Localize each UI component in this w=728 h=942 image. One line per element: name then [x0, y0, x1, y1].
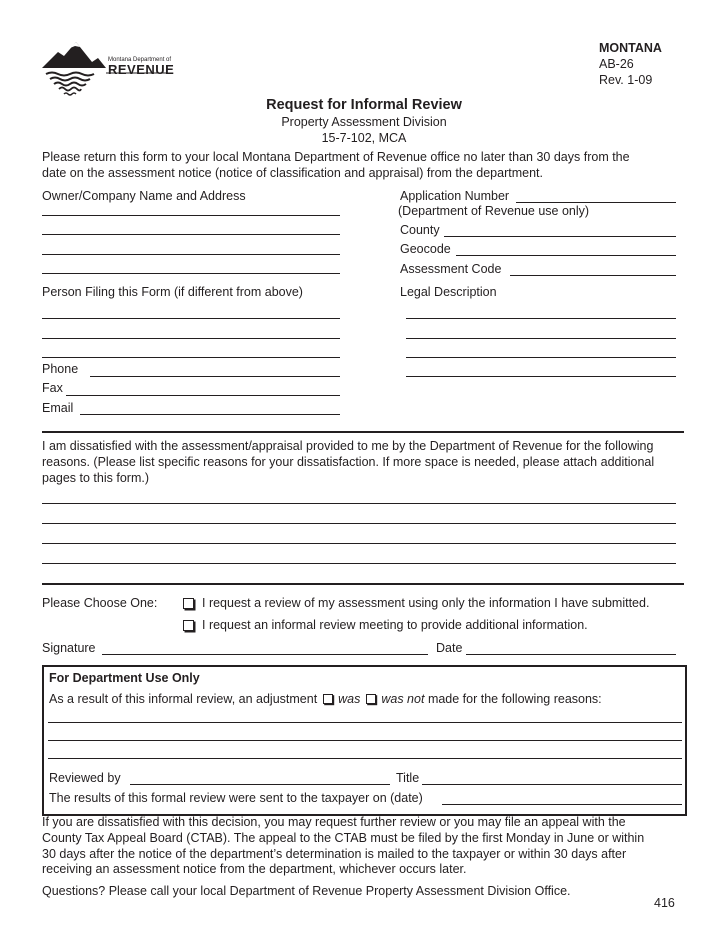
title-field[interactable] — [422, 784, 682, 785]
title-label: Title — [396, 771, 420, 785]
geocode-label: Geocode — [400, 242, 451, 256]
reviewed-by-label: Reviewed by — [49, 771, 121, 785]
person-line-1[interactable] — [42, 318, 340, 319]
legal-line-1[interactable] — [406, 318, 676, 319]
state-name: MONTANA — [599, 41, 662, 55]
owner-label: Owner/Company Name and Address — [42, 189, 246, 203]
reasons-line-2[interactable] — [42, 523, 676, 524]
signature-label: Signature — [42, 641, 96, 655]
legal-line-4[interactable] — [406, 376, 676, 377]
application-number-field[interactable] — [516, 202, 676, 203]
dept-reasons-line-3[interactable] — [48, 758, 682, 759]
date-label: Date — [436, 641, 463, 655]
appeal-line-2: County Tax Appeal Board (CTAB). The appeal to the CTAB must be filed by the first Monday in June or within — [42, 831, 645, 845]
fax-field[interactable] — [66, 395, 340, 396]
legal-line-3[interactable] — [406, 357, 676, 358]
section-divider-1 — [42, 431, 684, 433]
dept-reasons-line-1[interactable] — [48, 722, 682, 723]
geocode-field[interactable] — [456, 255, 676, 256]
appeal-line-3: 30 days after the notice of the department’s determination is mailed to the taxpayer or within 30 days after — [42, 847, 627, 861]
application-number-label: Application Number — [400, 189, 510, 203]
email-label: Email — [42, 401, 74, 415]
legal-line-2[interactable] — [406, 338, 676, 339]
was-label: was — [338, 692, 361, 706]
person-line-3[interactable] — [42, 357, 340, 358]
email-field[interactable] — [80, 414, 340, 415]
dissatisfied-line-1: I am dissatisfied with the assessment/appraisal provided to me by the Department of Revenue for the following — [42, 439, 654, 453]
appeal-line-4: receiving an assessment notice from the department, whichever occurs later. — [42, 862, 467, 876]
page-title: Request for Informal Review — [266, 97, 462, 113]
appeal-line-1: If you are dissatisfied with this decision, you may request further review or you may file an appeal with the — [42, 815, 626, 829]
option-1-checkbox[interactable] — [183, 598, 194, 609]
results-date-field[interactable] — [442, 804, 682, 805]
county-field[interactable] — [444, 236, 676, 237]
option-2-checkbox[interactable] — [183, 620, 194, 631]
fax-label: Fax — [42, 381, 63, 395]
department-logo — [40, 40, 180, 98]
person-line-2[interactable] — [42, 338, 340, 339]
option-2-label: I request an informal review meeting to provide additional information. — [202, 618, 588, 632]
was-not-checkbox[interactable] — [366, 694, 376, 704]
adjustment-prefix: As a result of this informal review, an adjustment — [49, 692, 318, 706]
reasons-line-3[interactable] — [42, 543, 676, 544]
phone-label: Phone — [42, 362, 79, 376]
intro-line-2: date on the assessment notice (notice of classification and appraisal) from the department. — [42, 166, 543, 180]
legal-description-label: Legal Description — [400, 285, 497, 299]
owner-address-line-4[interactable] — [42, 273, 340, 274]
logo-small-text: Montana Department of — [108, 57, 172, 63]
choose-label: Please Choose One: — [42, 596, 158, 610]
assessment-code-label: Assessment Code — [400, 262, 502, 276]
reasons-line-4[interactable] — [42, 563, 676, 564]
dissatisfied-line-3: pages to this form.) — [42, 471, 149, 485]
signature-field[interactable] — [102, 654, 428, 655]
reviewed-by-field[interactable] — [130, 784, 390, 785]
logo-big-text: REVENUE — [108, 62, 175, 77]
results-sent-label: The results of this formal review were sent to the taxpayer on (date) — [49, 791, 423, 805]
adjustment-line — [49, 692, 602, 707]
statute-reference: 15-7-102, MCA — [321, 131, 407, 145]
intro-line-1: Please return this form to your local Montana Department of Revenue office no later than 30 days from the — [42, 150, 630, 164]
was-checkbox[interactable] — [323, 694, 333, 704]
form-id: AB-26 — [599, 57, 634, 71]
section-divider-2 — [42, 583, 684, 585]
division-subtitle: Property Assessment Division — [281, 115, 447, 129]
phone-field[interactable] — [90, 376, 340, 377]
option-1-label: I request a review of my assessment using only the information I have submitted. — [202, 596, 650, 610]
owner-address-line-2[interactable] — [42, 234, 340, 235]
assessment-code-field[interactable] — [510, 275, 676, 276]
owner-address-line-1[interactable] — [42, 215, 340, 216]
reasons-line-1[interactable] — [42, 503, 676, 504]
page-number: 416 — [654, 896, 675, 910]
owner-address-line-3[interactable] — [42, 254, 340, 255]
was-not-label: was not — [381, 692, 425, 706]
revision: Rev. 1-09 — [599, 73, 653, 87]
date-field[interactable] — [466, 654, 676, 655]
department-use-heading: For Department Use Only — [49, 671, 200, 685]
dissatisfied-line-2: reasons. (Please list specific reasons for your dissatisfaction. If more space is needed, please attach additional — [42, 455, 655, 469]
person-filing-label: Person Filing this Form (if different from above) — [42, 285, 303, 299]
dept-reasons-line-2[interactable] — [48, 740, 682, 741]
department-use-only-note: (Department of Revenue use only) — [398, 204, 590, 218]
county-label: County — [400, 223, 440, 237]
adjustment-suffix: made for the following reasons: — [427, 692, 602, 706]
questions-text: Questions? Please call your local Department of Revenue Property Assessment Division Office. — [42, 884, 571, 898]
